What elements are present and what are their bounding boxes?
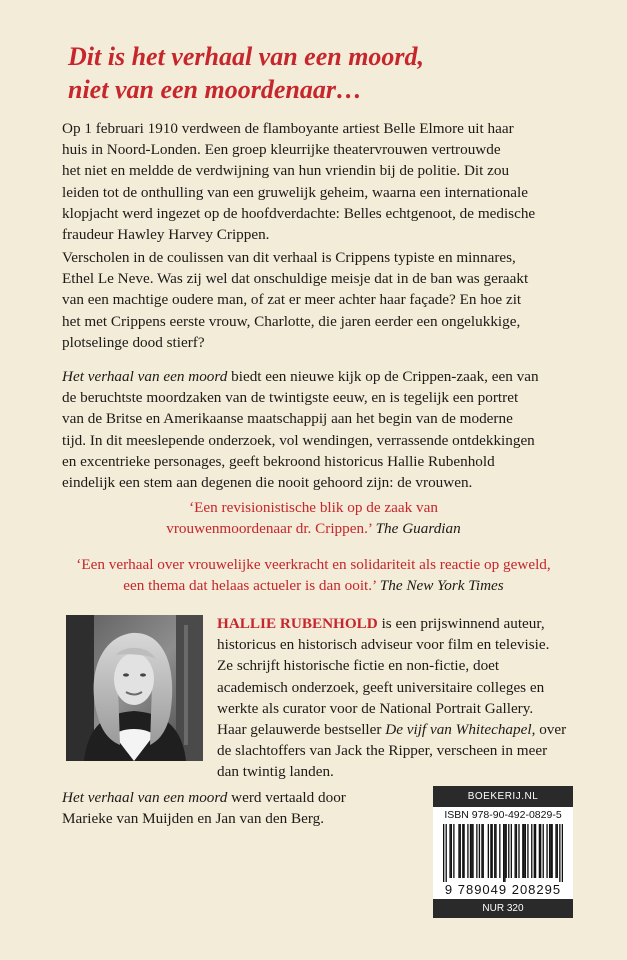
- barcode-bar: [458, 824, 459, 878]
- quote-line: ‘Een verhaal over vrouwelijke veerkracht en solidariteit als reactie op geweld,: [76, 556, 551, 573]
- barcode-bar: [460, 824, 461, 878]
- text-line: leiden tot de onthulling van een gruwelijk geheim, waarna een internationale: [62, 183, 529, 201]
- barcode-bar: [525, 824, 526, 878]
- barcode-bar: [467, 824, 468, 878]
- text-fragment: , over: [531, 721, 567, 739]
- barcode-bars: [443, 824, 563, 882]
- text-line: van de Britse en Amerikaanse maatschappij aan het begin van de moderne: [62, 410, 513, 428]
- barcode-bar: [514, 824, 515, 878]
- book-title: Het verhaal van een moord: [62, 789, 228, 806]
- text-line: academisch onderzoek, geeft universitaire colleges en: [217, 678, 545, 696]
- barcode-bar: [511, 824, 512, 878]
- barcode-bar: [490, 824, 491, 878]
- author-name: HALLIE RUBENHOLD: [217, 615, 378, 632]
- text-line: huis in Noord-Londen. Een groep kleurrijke theatervrouwen vertrouwde: [62, 141, 501, 159]
- text-line: de beruchtste moordzaken van de twintigste eeuw, en is tegelijk een portret: [62, 389, 519, 407]
- text-line: van een machtige oudere man, of zat er meer achter haar façade? En hoe zit: [62, 291, 522, 309]
- barcode-bar: [451, 824, 452, 878]
- barcode-bar: [503, 824, 504, 882]
- barcode-bar: [504, 824, 505, 882]
- headline: [68, 40, 588, 106]
- barcode-bar: [449, 824, 450, 878]
- barcode-bar: [539, 824, 540, 878]
- text-line: [217, 719, 587, 740]
- text-line: [217, 613, 587, 634]
- text-line: tijd. In dit meeslepende onderzoek, vol wendingen, verrassende ontdekkingen: [62, 431, 535, 449]
- barcode-bar: [518, 824, 519, 878]
- text-line: [62, 787, 402, 808]
- barcode-bar: [550, 824, 551, 878]
- text-line: eindelijk een stem aan degenen die nooit gehoord zijn: de vrouwen.: [62, 474, 473, 492]
- text-line: Marieke van Muijden en Jan van den Berg.: [62, 810, 325, 828]
- paragraph-summary: [62, 118, 572, 245]
- barcode-bar: [481, 824, 482, 878]
- author-bio: [217, 613, 587, 783]
- barcode-bar: [527, 824, 528, 878]
- quote-line: ‘Een revisionistische blik op de zaak van: [189, 499, 438, 516]
- text-fragment: is een prijswinnend auteur,: [377, 615, 545, 632]
- barcode-bar: [540, 824, 541, 878]
- text-line: de slachtoffers van Jack the Ripper, verscheen in meer: [217, 742, 548, 760]
- barcode-bar: [488, 824, 489, 878]
- quote-text: vrouwenmoordenaar dr. Crippen.’: [166, 520, 376, 538]
- barcode-bar: [552, 824, 553, 878]
- barcode-bar: [543, 824, 544, 878]
- barcode-bar: [531, 824, 532, 878]
- barcode-bar: [546, 824, 547, 878]
- quote-source: The New York Times: [379, 577, 504, 595]
- paragraph-book: [62, 366, 572, 493]
- barcode-bar: [562, 824, 563, 882]
- barcode-bar: [492, 824, 493, 878]
- book-title: Het verhaal van een moord: [62, 368, 228, 385]
- author-photo: [66, 615, 203, 761]
- barcode-bar: [471, 824, 472, 878]
- barcode-bar: [549, 824, 550, 878]
- text-line: [62, 366, 572, 387]
- barcode-bar: [495, 824, 496, 878]
- text-fragment: biedt een nieuwe kijk op de Crippen-zaak, een van: [227, 368, 539, 385]
- press-quote-nyt: [30, 554, 597, 596]
- barcode-bar: [557, 824, 558, 878]
- barcode-bar: [559, 824, 560, 882]
- barcode-bar: [523, 824, 524, 878]
- barcode-bar: [470, 824, 471, 878]
- quote-source: The Guardian: [375, 520, 461, 538]
- text-line: Ethel Le Neve. Was zij wel dat onschuldige meisje dat in de ban was geraakt: [62, 270, 529, 288]
- barcode-bar: [463, 824, 464, 878]
- text-line: werkte als curator voor de National Portrait Gallery.: [217, 699, 534, 717]
- barcode-bar: [499, 824, 500, 878]
- publisher-url: BOEKERIJ.NL: [433, 786, 573, 807]
- barcode-bar: [494, 824, 495, 878]
- barcode-bar: [522, 824, 523, 878]
- press-quote-guardian: [30, 497, 597, 539]
- quote-text: een thema dat helaas actueler is dan ooit.’: [123, 577, 380, 595]
- text-line: Op 1 februari 1910 verdween de flamboyante artiest Belle Elmore uit haar: [62, 120, 514, 137]
- text-fragment: Haar gelauwerde bestseller: [217, 721, 386, 739]
- isbn-label: ISBN 978-90-492-0829-5: [444, 809, 562, 821]
- text-line: het met Crippens eerste vrouw, Charlotte, die jaren eerder een ongelukkige,: [62, 312, 521, 330]
- paragraph-ethel: [62, 247, 572, 353]
- barcode-bar: [483, 824, 484, 878]
- barcode-bar: [516, 824, 517, 878]
- quote-line: [30, 575, 597, 596]
- nur-code: NUR 320: [433, 899, 573, 918]
- barcode-bar: [446, 824, 447, 882]
- barcode-bar: [472, 824, 473, 878]
- headline-line-1: Dit is het verhaal van een moord,: [68, 42, 425, 71]
- other-book-title: De vijf van Whitechapel: [385, 721, 532, 739]
- barcode-bar: [462, 824, 463, 878]
- text-line: historicus en historisch adviseur voor film en televisie.: [217, 636, 550, 654]
- barcode-bar: [506, 824, 507, 878]
- text-line: fraudeur Hawley Harvey Crippen.: [62, 226, 270, 244]
- barcode-bar: [476, 824, 477, 878]
- text-line: klopjacht werd ingezet op de hoofdverdachte: Belles echtgenoot, de medische: [62, 204, 536, 222]
- barcode-bar: [443, 824, 444, 882]
- text-line: en excentrieke personages, geeft bekroond historicus Hallie Rubenhold: [62, 452, 495, 470]
- quote-line: [30, 518, 597, 539]
- barcode-bar: [535, 824, 536, 878]
- text-line: Verscholen in de coulissen van dit verhaal is Crippens typiste en minnares,: [62, 249, 516, 266]
- translation-credit: [62, 787, 402, 829]
- text-line: Ze schrijft historische fictie en non-fictie, doet: [217, 657, 500, 675]
- barcode-bar: [479, 824, 480, 878]
- barcode-bar: [453, 824, 454, 878]
- author-portrait-image: [66, 615, 203, 761]
- barcode-block: [433, 786, 573, 918]
- barcode-bar: [508, 824, 509, 878]
- headline-line-2: niet van een moordenaar…: [68, 75, 362, 104]
- text-line: dan twintig landen.: [217, 763, 334, 781]
- text-line: plotselinge dood stierf?: [62, 333, 205, 351]
- text-line: het niet en meldde de verdwijning van hun vriendin bij de politie. Dit zou: [62, 162, 510, 180]
- barcode-digits: 9 789049 208295: [444, 882, 562, 897]
- barcode-bar: [555, 824, 556, 878]
- text-fragment: werd vertaald door: [227, 789, 346, 806]
- barcode-bar: [534, 824, 535, 878]
